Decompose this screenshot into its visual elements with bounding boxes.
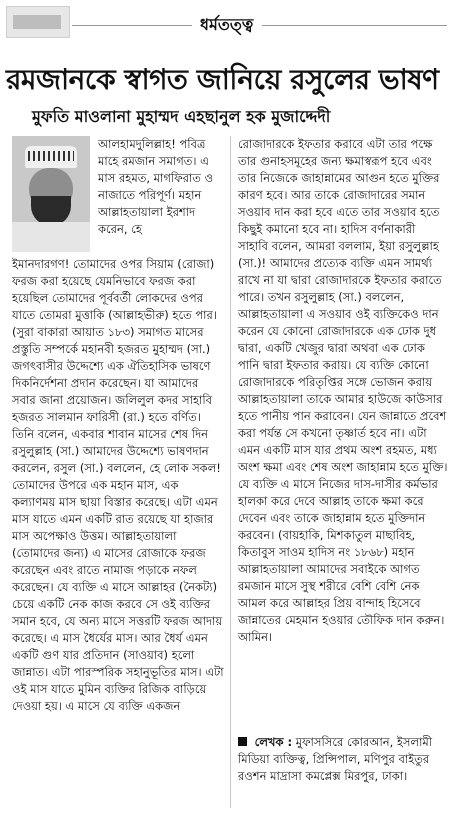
author-clothing [12,222,90,252]
author-cap [25,146,77,168]
column-divider [230,136,231,808]
article-text-right: রোজাদারকে ইফতার করাবে এটা তার পক্ষে তার গুনাহসমূহের জন্য ক্ষমাস্বরূপ হবে এবং তার নিজেকে জাহান্নামের আগুন হতে মুক্তির কারণ হবে। আর তাকে রোজাদারের সমান সওয়াব দান করা হবে এতে তার সওয়াব হতে কিছুই কমানো হবে না। হাদিস বর্ণনাকারী সাহাবি বলেন, আমরা বললাম, ইয়া রসুলুল্লাহ (সা.)! আমাদের প্রত্যেক ব্যক্তি এমন সামর্থ্য রাখে না যা দ্বারা রোজাদারকে ইফতার করাতে পারে। তখন রসুলুল্লাহ (সা.) বললেন, আল্লাহতায়ালা এ সওয়াব ওই ব্যক্তিকেও দান করেন যে কোনো রোজাদারকে এক ঢোক দুধ দ্বারা, একটি খেজুর দ্বারা অথবা এক ঢোক পানি দ্বারা ইফতার করায়। যে ব্যক্তি কোনো রোজাদারকে পরিতৃপ্তির সঙ্গে ভোজন করায় আল্লাহতায়ালা তাকে আমার হাউজে কাউসার হতে পানীয় পান করাবেন। যেন জান্নাতে প্রবেশ করা পর্যন্ত সে কখনো তৃষ্ণার্ত হবে না। এটা এমন একটি মাস যার প্রথম অংশ রহমত, মধ্য অংশ ক্ষমা এবং শেষ অংশ জাহান্নাম হতে মুক্তি। যে ব্যক্তি এ মাসে নিজের দাস-দাসীর কর্মভার হালকা করে দেবে আল্লাহ তাকে ক্ষমা করে দেবেন এবং তাকে জাহান্নাম হতে মুক্তিদান করবেন। (বায়হাকি, মিশকাতুল মাছাবিহ, কিতাবুস সাওম হাদিস নং ১৮৬৮) মহান আল্লাহতায়ালা আমাদের সবাইকে আগত রমজান মাসে সুস্থ শরীরে বেশি বেশি নেক আমল করে আল্লাহর প্রিয় বান্দাহ হিসেবে জান্নাতের মেহমান হওয়ার তৌফিক দান করুন। আমিন। [238,137,448,644]
section-thumbnail-image [6,6,70,38]
author-note [238,734,448,785]
article-column-right [238,136,448,816]
section-header [0,0,453,44]
author-label: লেখক : [254,735,293,749]
article-text-left: ইমানদারগণ! তোমাদের ওপর সিয়াম (রোজা) ফরজ করা হয়েছে যেমনিভাবে ফরজ করা হয়েছিল তোমাদের পূর্ববর্তী লোকদের ওপর যাতে তোমরা মুত্তাকি (আল্লাহভীরু) হতে পার। (সুরা বাকারা আয়াত ১৮৩) সমাগত মাসের প্রস্তুতি সম্পর্কে মহানবী হজরত মুহাম্মদ (সা.) জগৎবাসীর উদ্দেশ্যে এক ঐতিহাসিক ভাষণে দিকনির্দেশনা প্রদান করেছেন। যা আমাদের সবার জানা প্রয়োজন। জলিলুল কদর সাহাবি হজরত সালমান ফারিসী (রা.) হতে বর্ণিত। তিনি বলেন, একবার শাবান মাসের শেষ দিন রসুলুল্লাহ (সা.) আমাদের উদ্দেশ্যে ভাষণদান করলেন, রসুল (সা.) বললেন, হে লোক সকল! তোমাদের উপরে এক মহান মাস, এক কল্যাণময় মাস ছায়া বিস্তার করেছে। এটা এমন মাস যাতে এমন একটি রাত রয়েছে যা হাজার মাস অপেক্ষাও উত্তম। আল্লাহতায়ালা (তোমাদের জন্য) এ মাসের রোজাকে ফরজ করেছেন এবং রাতে নামাজ পড়াকে নফল করেছেন। যে ব্যক্তি এ মাসে আল্লাহর (নৈকট্য) চেয়ে একটি নেক কাজ করবে সে ওই ব্যক্তির সমান হবে, যে অন্য মাসে সত্তরটি ফরজ আদায় করেছে। এ মাস ধৈর্যের মাস। আর ধৈর্য এমন একটি গুণ যার প্রতিদান (সাওয়াব) হলো জান্নাত। এটা পারস্পরিক সহানুভূতির মাস। এটা ওই মাস যাতে মুমিন ব্যক্তির রিজিক বাড়িয়ে দেওয়া হয়। এ মাসে যে ব্যক্তি একজন [12,257,224,713]
section-label: ধর্মতত্ত্ব [200,15,254,34]
header-rule-left [72,25,192,26]
author-description: মুফাসসিরে কোরআন, ইসলামী মিডিয়া ব্যক্তিত্ব, প্রিন্সিপাল, মণিপুর বাইতুর রওশন মাদ্রাসা কমপ্লেক্স মিরপুর, ঢাকা। [238,735,433,783]
article-headline: রমজানকে স্বাগত জানিয়ে রসুলের ভাষণ [6,63,439,96]
article-text-intro: আলহামদুলিল্লাহ! পবিত্র মাহে রমজান সমাগত। এ মাস রহমত, মাগফিরাত ও নাজাতে পরিপূর্ণ। মহান আল্লাহতায়ালা ইরশাদ করেন, হে [98,137,214,236]
author-photo [12,136,90,252]
article-column-left [12,136,224,816]
bullet-square-icon [238,737,247,746]
header-rule-right [262,25,447,26]
article-byline: মুফতি মাওলানা মুহাম্মদ এহছানুল হক মুজাদ্দেদী [32,107,331,126]
